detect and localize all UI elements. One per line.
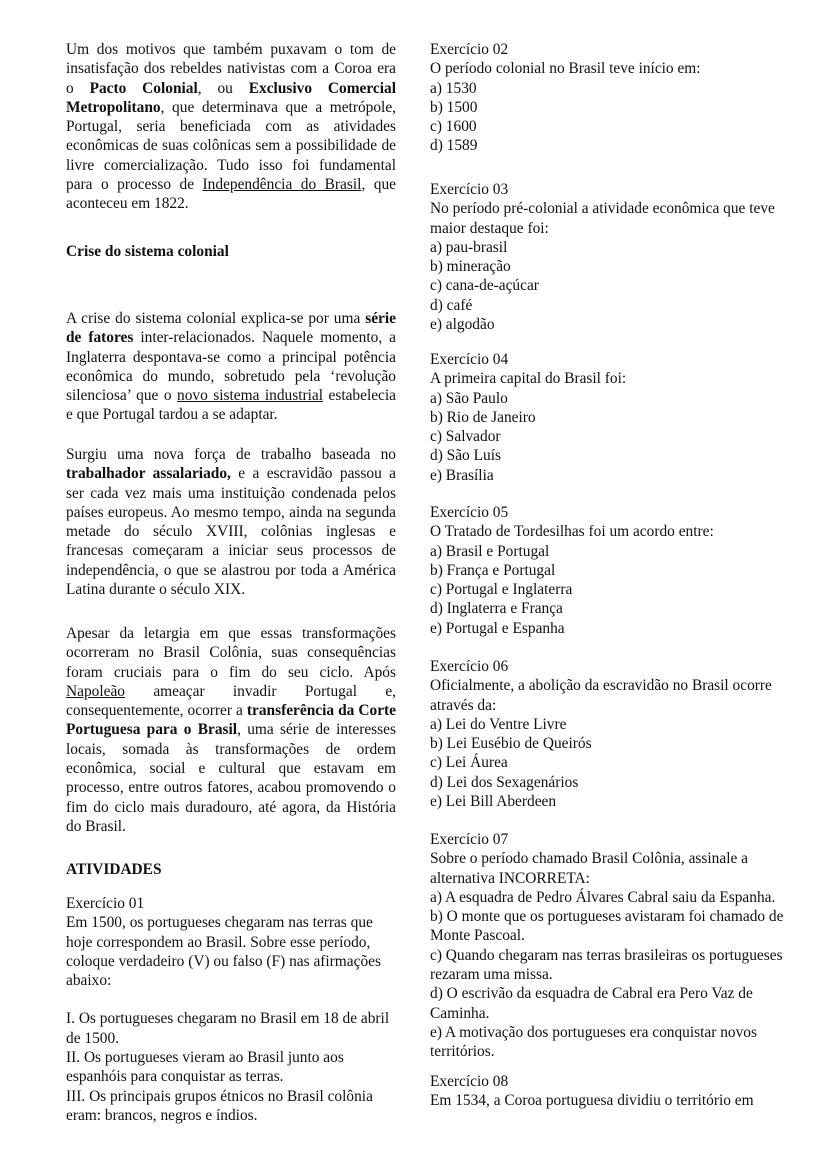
text-run: Um dos motivos que também puxavam o tom de insatisfação dos rebeldes nativistas com a Coroa era o (66, 41, 396, 97)
answer-option: c) 1600 (430, 118, 477, 136)
text-run: e a escravidão passou a ser cada vez mais uma instituição condenada pelos países europeus. Ao mesmo tempo, ainda na segunda metade do século XVIII, colônias inglesas e francesas começaram a iniciar seus processos de independência, o que se alastrou por toda a América Latina durante o século XIX. (66, 465, 396, 599)
exercise-question: A primeira capital do Brasil foi: (430, 370, 627, 388)
answer-option: c) cana-de-açúcar (430, 277, 539, 295)
exercise-title: Exercício 03 (430, 181, 509, 198)
answer-option: d) 1589 (430, 137, 478, 155)
answer-option: b) O monte que os portugueses avistaram foi chamado de Monte Pascoal. (430, 908, 784, 945)
intro-paragraph (66, 40, 396, 214)
answer-option: c) Salvador (430, 428, 501, 446)
answer-option: b) Lei Eusébio de Queirós (430, 735, 592, 753)
exercise-title: Exercício 06 (430, 658, 509, 675)
answer-option: d) O escrivão da esquadra de Cabral era Pero Vaz de Caminha. (430, 985, 753, 1022)
answer-option: d) Inglaterra e França (430, 600, 563, 618)
answer-option: b) mineração (430, 258, 511, 276)
exercise-title: Exercício 08 (430, 1073, 509, 1090)
exercise-title: Exercício 04 (430, 351, 509, 368)
underlined-term: Independência do Brasil (202, 176, 362, 194)
exercise-title: Exercício 02 (430, 41, 509, 58)
bold-term: Pacto Colonial (89, 79, 198, 97)
exercise-question: No período pré-colonial a atividade econômica que teve maior destaque foi: (430, 200, 775, 237)
answer-option: e) algodão (430, 316, 495, 334)
exercise-question: O Tratado de Tordesilhas foi um acordo entre: (430, 523, 714, 541)
answer-option: e) Portugal e Espanha (430, 619, 565, 637)
text-run: estabelecia e que Portugal tardou a se adaptar. (66, 387, 396, 424)
exercise-04 (430, 350, 805, 485)
text-run: A crise do sistema colonial explica-se por uma (66, 310, 366, 327)
exercise-07 (430, 830, 805, 1062)
answer-option: d) Lei dos Sexagenários (430, 773, 579, 791)
answer-option: b) França e Portugal (430, 561, 556, 579)
bold-term: Exclusivo Comercial Metropolitano (66, 79, 396, 116)
answer-option: c) Quando chegaram nas terras brasileiras os portugueses rezaram uma missa. (430, 946, 783, 984)
section-heading: Crise do sistema colonial (66, 243, 229, 260)
exercise-question: Oficialmente, a abolição da escravidão no Brasil ocorre através da: (430, 677, 772, 714)
answer-option: c) Lei Áurea (430, 754, 508, 772)
answer-option: a) pau-brasil (430, 238, 508, 256)
answer-option: d) café (430, 296, 473, 314)
text-run: ameaçar invadir Portugal e, consequentemente, ocorrer a (66, 682, 396, 720)
exercise-03 (430, 180, 805, 334)
exercise-05 (430, 503, 805, 638)
statement: I. Os portugueses chegaram no Brasil em 18 de abril de 1500. (66, 1010, 390, 1047)
exercise-06 (430, 657, 805, 811)
exercise-title: Exercício 05 (430, 504, 509, 521)
text-run: , que determinava que a metrópole, Portugal, seria beneficiada com as atividades econômicas de suas colônicas sem a possibilidade de livre comercialização. Tudo isso foi fundamental para o processo de (66, 98, 396, 194)
answer-option: e) Brasília (430, 466, 494, 484)
text-run: Apesar da letargia em que essas transformações ocorreram no Brasil Colônia, suas consequências foram cruciais para o fim do seu ciclo. Após (66, 625, 396, 681)
bold-term: transferência da Corte Portuguesa para o Brasil (66, 702, 396, 739)
exercise-question: O período colonial no Brasil teve início em: (430, 60, 701, 78)
exercise-question: Sobre o período chamado Brasil Colônia, assinale a alternativa INCORRETA: (430, 850, 748, 887)
underlined-term: Napoleão (66, 682, 125, 700)
answer-option: d) São Luís (430, 447, 501, 465)
answer-option: a) A esquadra de Pedro Álvares Cabral saiu da Espanha. (430, 888, 776, 906)
exercise-title: Exercício 07 (430, 831, 509, 848)
exercise-question: Em 1534, a Coroa portuguesa dividiu o território em (430, 1092, 754, 1110)
answer-option: a) Lei do Ventre Livre (430, 715, 567, 733)
answer-option: b) 1500 (430, 98, 478, 116)
exercise-08 (430, 1072, 805, 1111)
lethargy-paragraph (66, 624, 396, 836)
answer-option: a) Brasil e Portugal (430, 542, 550, 560)
exercise-01 (66, 894, 396, 1125)
text-run: Surgiu uma nova força de trabalho baseada no (66, 446, 396, 463)
activities-heading: ATIVIDADES (66, 861, 162, 878)
answer-option: e) Lei Bill Aberdeen (430, 793, 557, 811)
text-run: , que aconteceu em 1822. (66, 176, 397, 213)
bold-term: série de fatores (66, 310, 396, 347)
answer-option: a) 1530 (430, 79, 477, 97)
statement: II. Os portugueses vieram ao Brasil junto aos espanhóis para conquistar as terras. (66, 1049, 344, 1086)
answer-option: b) Rio de Janeiro (430, 408, 536, 426)
answer-option: e) A motivação dos portugueses era conquistar novos territórios. (430, 1023, 757, 1061)
answer-option: c) Portugal e Inglaterra (430, 581, 573, 599)
text-run: , uma série de interesses locais, somada às transformações de ordem econômica, social e cultural que estavam em processo, entre outros fatores, acabou promovendo o fim do ciclo mais duradouro, até agora, da História do Brasil. (66, 721, 396, 835)
text-run: inter-relacionados. Naquele momento, a Inglaterra despontava-se como a principal potência econômica do mundo, sobretudo pela ‘revolução silenciosa’ que o (66, 329, 396, 405)
workforce-paragraph (66, 445, 396, 599)
statement: III. Os principais grupos étnicos no Brasil colônia eram: brancos, negros e índios. (66, 1087, 373, 1124)
crisis-paragraph (66, 309, 396, 425)
bold-term: trabalhador assalariado, (66, 465, 231, 483)
exercise-02 (430, 40, 805, 156)
answer-option: a) São Paulo (430, 389, 508, 407)
exercise-title: Exercício 01 (66, 895, 145, 912)
underlined-term: novo sistema industrial (177, 387, 324, 405)
exercise-question: Em 1500, os portugueses chegaram nas terras que hoje correspondem ao Brasil. Sobre esse período, coloque verdadeiro (V) ou falso (F) nas afirmações abaixo: (66, 914, 381, 990)
text-run: , ou (197, 79, 249, 97)
